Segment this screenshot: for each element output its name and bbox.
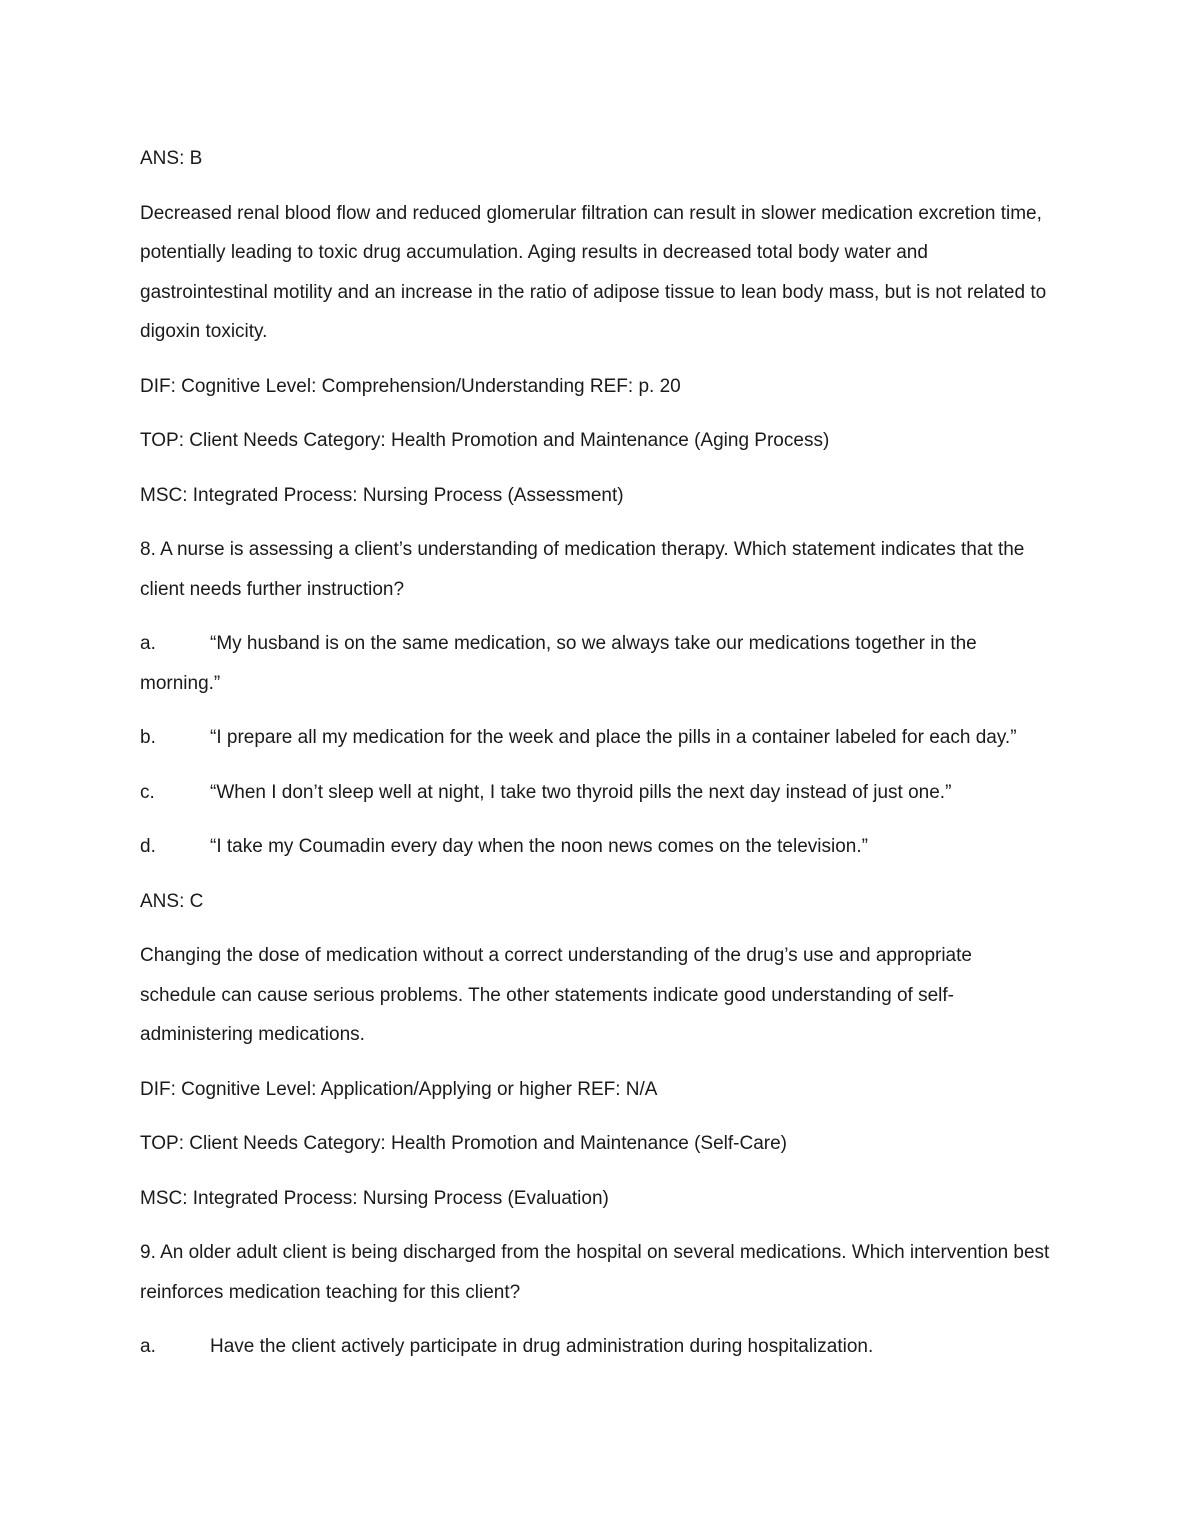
question-stem: 9. An older adult client is being discharged from the hospital on several medications. Which intervention best reinforces medication teaching for this client?	[140, 1242, 1050, 1303]
option-letter: d.	[140, 836, 156, 857]
answer-line: ANS: B	[140, 148, 203, 169]
option-letter: a.	[140, 1336, 156, 1357]
difficulty-line: DIF: Cognitive Level: Comprehension/Understanding REF: p. 20	[140, 375, 681, 397]
answer-option	[140, 827, 1050, 867]
answer-option	[140, 1327, 1050, 1367]
question-stem: 8. A nurse is assessing a client’s understanding of medication therapy. Which statement indicates that the client needs further instruction?	[140, 539, 1025, 600]
option-text: “When I don’t sleep well at night, I take two thyroid pills the next day instead of just one.”	[210, 781, 952, 803]
answer-option	[140, 624, 1050, 703]
answer-option	[140, 773, 1050, 813]
msc-line: MSC: Integrated Process: Nursing Process (Evaluation)	[140, 1187, 609, 1209]
option-letter: c.	[140, 781, 155, 803]
option-letter: a.	[140, 633, 156, 654]
msc-line: MSC: Integrated Process: Nursing Process (Assessment)	[140, 484, 624, 506]
option-letter: b.	[140, 727, 156, 748]
answer-line: ANS: C	[140, 890, 204, 912]
difficulty-line: DIF: Cognitive Level: Application/Applying or higher REF: N/A	[140, 1078, 658, 1100]
option-text: “My husband is on the same medication, so we always take our medications together in the morning.”	[140, 633, 977, 694]
option-text: Have the client actively participate in drug administration during hospitalization.	[210, 1336, 874, 1357]
rationale-paragraph: Decreased renal blood flow and reduced glomerular filtration can result in slower medication excretion time, potentially leading to toxic drug accumulation. Aging results in decreased total body water and gastrointestinal motility and an increase in the ratio of adipose tissue to lean body mass, but is not related to digoxin toxicity.	[140, 202, 1047, 342]
document-content	[140, 139, 1050, 1382]
answer-option	[140, 718, 1050, 758]
option-text: “I take my Coumadin every day when the noon news comes on the television.”	[210, 836, 868, 857]
topic-line: TOP: Client Needs Category: Health Promotion and Maintenance (Self-Care)	[140, 1133, 788, 1154]
rationale-paragraph: Changing the dose of medication without a correct understanding of the drug’s use and appropriate schedule can cause serious problems. The other statements indicate good understanding of self-administering medications.	[140, 945, 972, 1045]
option-text: “I prepare all my medication for the week and place the pills in a container labeled for each day.”	[210, 727, 1017, 748]
topic-line: TOP: Client Needs Category: Health Promotion and Maintenance (Aging Process)	[140, 430, 830, 451]
